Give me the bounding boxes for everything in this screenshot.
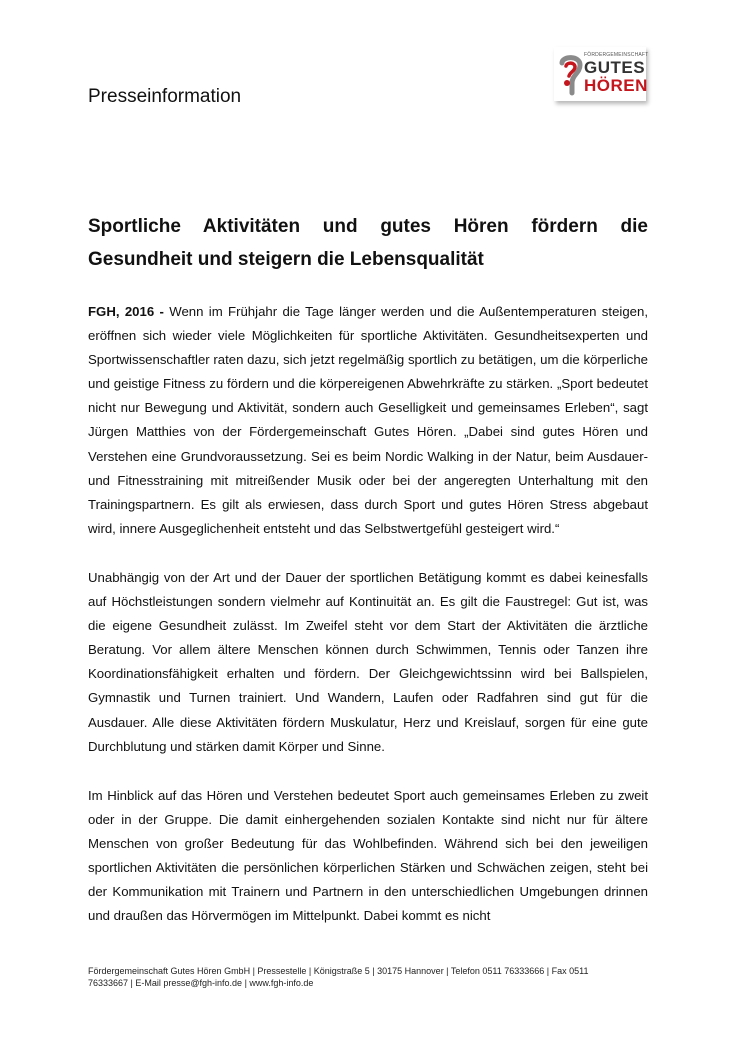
dateline: FGH, 2016 - [88, 304, 164, 319]
fgh-logo [554, 47, 649, 101]
paragraph-1-text: Wenn im Frühjahr die Tage länger werden und die Außentemperaturen steigen, eröffnen sich wieder viele Möglichkeiten für sportliche Aktivitäten. Gesundheitsexperten und Sportwissenschaftler raten dazu, sich jetzt regelmäßig sportlich zu betätigen, um die körperliche und geistige Fitness zu fördern und die körpereigenen Abwehrkräfte zu stärken. „Sport bedeutet nicht nur Bewegung und Aktivität, sondern auch Geselligkeit und gemeinsames Erleben“, sagt Jürgen Matthies von der Fördergemeinschaft Gutes Hören. „Dabei sind gutes Hören und Verstehen eine Grundvoraussetzung. Sei es beim Nordic Walking in der Natur, beim Ausdauer- und Fitnesstraining mit mitreißender Musik oder bei der angeregten Unterhaltung mit den Trainingspartnern. Es gilt als erwiesen, dass durch Sport und gutes Hören Stress abgebaut wird, innere Ausgeglichenheit entsteht und das Selbstwertgefühl gesteigert wird.“ [88, 304, 648, 536]
footer-line-2: 76333667 | E-Mail presse@fgh-info.de | www.fgh-info.de [88, 977, 314, 988]
footer [88, 966, 648, 989]
paragraph-3: Im Hinblick auf das Hören und Verstehen bedeutet Sport auch gemeinsames Erleben zu zweit oder in der Gruppe. Die damit einhergehenden sozialen Kontakte sind nicht nur für ältere Menschen von großer Bedeutung für das Wohlbefinden. Während sich bei den jeweiligen sportlichen Aktivitäten die persönlichen körperlichen Stärken und Schwächen zeigen, steht bei der Kommunikation mit Trainern und Partnern in den unterschiedlichen Umgebungen drinnen und draußen das Hörvermögen im Mittelpunkt. Dabei kommt es nicht [88, 787, 648, 924]
paragraph-1 [88, 300, 648, 541]
body-text [88, 300, 648, 953]
logo-top-text: FÖRDERGEMEINSCHAFT [584, 52, 649, 58]
page-title: Presseinformation [88, 86, 242, 107]
logo-line-gutes: GUTES [584, 58, 646, 77]
footer-line-1: Fördergemeinschaft Gutes Hören GmbH | Pressestelle | Königstraße 5 | 30175 Hannover | Telefon 0511 76333666 | Fax 0511 [88, 966, 589, 976]
logo-line-hoeren: HÖREN [584, 76, 648, 95]
ear-logo-icon [558, 53, 584, 97]
paragraph-2: Unabhängig von der Art und der Dauer der sportlichen Betätigung kommt es dabei keinesfalls auf Höchstleistungen sondern vielmehr auf Kontinuität an. Es gilt die Faustregel: Gut ist, was die eigene Gesundheit zulässt. Im Zweifel steht vor dem Start der Aktivitäten die ärztliche Beratung. Vor allem ältere Menschen können durch Schwimmen, Tennis oder Tanzen ihre Koordinationsfähigkeit erhalten und fördern. Der Gleichgewichtssinn wird bei Ballspielen, Gymnastik und Turnen trainiert. Und Wandern, Laufen oder Radfahren sind gut für die Ausdauer. Alle diese Aktivitäten fördern Muskulatur, Herz und Kreislauf, sorgen für eine gute Durchblutung und stärken damit Körper und Sinne. [88, 569, 648, 754]
headline: Sportliche Aktivitäten und gutes Hören fördern die Gesundheit und steigern die Lebensqualität [88, 216, 648, 270]
